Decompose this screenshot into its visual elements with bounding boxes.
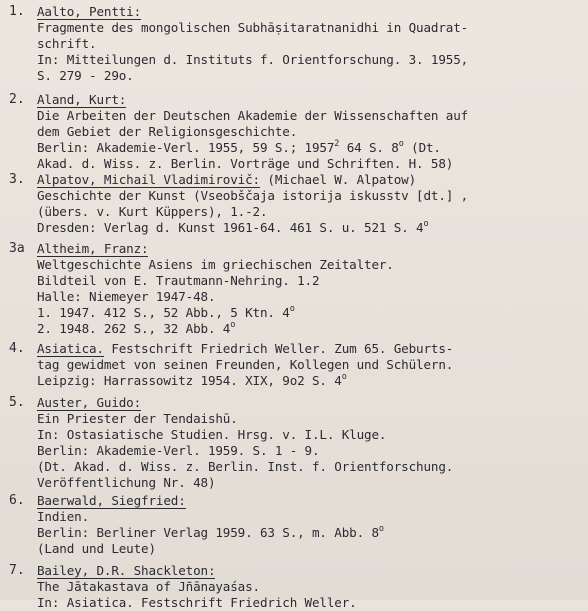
entry-line: Fragmente des mongolischen Subhāṣitaratnanidhi in Quadrat- [37, 20, 469, 35]
entry-heading: Altheim, Franz: [37, 241, 149, 256]
entry-line: Die Arbeiten der Deutschen Akademie der Wissenschaften auf [37, 108, 469, 123]
entry-line: In: Ostasiatische Studien. Hrsg. v. I.L. Kluge. [37, 427, 387, 442]
entry-number: 5. [9, 395, 25, 410]
entry-line-with-superscript: Berlin: Akademie-Verl. 1955, 59 S.; 1957$^2$ 64 S. 8$^o$ (Dt. [37, 139, 441, 155]
entry-number: 2. [9, 92, 25, 107]
entry-heading-suffix: (Michael W. Alpatow) [259, 172, 417, 187]
entry-line: (übers. v. Kurt Küppers), 1.-2. [37, 204, 268, 219]
entry-number: 4. [9, 341, 25, 356]
entry-number: 7. [9, 563, 25, 578]
entry-heading: Aalto, Pentti: [37, 4, 142, 19]
entry-heading: Bailey, D.R. Shackleton: [37, 563, 216, 578]
entry-line: The Jātakastava of Jñānayaśas. [37, 579, 260, 594]
entry-line: Akad. d. Wiss. z. Berlin. Vorträge und Schriften. H. 58) [37, 156, 454, 171]
entry-heading: Auster, Guido: [37, 395, 142, 410]
entry-heading-suffix: Festschrift Friedrich Weller. Zum 65. Geburts- [103, 341, 454, 356]
entry-line: S. 279 - 29o. [37, 68, 134, 83]
entry-line: (Dt. Akad. d. Wiss. z. Berlin. Inst. f. Orientforschung. [37, 459, 454, 474]
entry-line: Berlin: Akademie-Verl. 1959. S. 1 - 9. [37, 443, 320, 458]
entry-line-with-superscript: 2. 1948. 262 S., 32 Abb. 4$^o$ [37, 320, 236, 336]
entry-line: Halle: Niemeyer 1947-48. [37, 289, 216, 304]
entry-heading: Alpatov, Michail Vladimirovič: [37, 172, 260, 187]
entry-heading: Aland, Kurt: [37, 92, 127, 107]
entry-line-with-superscript: Dresden: Verlag d. Kunst 1961-64. 461 S. u. 521 S. 4$^o$ [37, 219, 429, 235]
entry-line: Geschichte der Kunst (Vseobščaja istorija iskusstv [dt.] , [37, 188, 469, 203]
entry-line-with-superscript: 1. 1947. 412 S., 52 Abb., 5 Ktn. 4$^o$ [37, 304, 295, 320]
entry-line-with-superscript: Berlin: Berliner Verlag 1959. 63 S., m. Abb. 8$^o$ [37, 524, 384, 540]
entry-line: In: Mitteilungen d. Instituts f. Orientforschung. 3. 1955, [37, 52, 469, 67]
entry-number: 1. [9, 4, 25, 19]
entry-line: Indien. [37, 509, 90, 524]
entry-line: Weltgeschichte Asiens im griechischen Zeitalter. [37, 257, 394, 272]
entry-line-with-superscript: Leipzig: Harrassowitz 1954. XIX, 9o2 S. 4$^o$ [37, 372, 347, 388]
entry-number: 6. [9, 493, 25, 508]
entry-number: 3a [9, 241, 25, 256]
entry-line: dem Gebiet der Religionsgeschichte. [37, 124, 298, 139]
entry-line: schrift. [37, 36, 97, 51]
entry-number: 3. [9, 172, 25, 187]
entry-heading: Asiatica. [37, 341, 104, 356]
entry-line: Ein Priester der Tendaishū. [37, 411, 238, 426]
entry-line: Veröffentlichung Nr. 48) [37, 475, 216, 490]
entry-line: tag gewidmet von seinen Freunden, Kollegen und Schülern. [37, 357, 454, 372]
entry-line: In: Asiatica. Festschrift Friedrich Weller. [37, 595, 357, 610]
entry-heading: Baerwald, Siegfried: [37, 493, 186, 508]
entry-line: Bildteil von E. Trautmann-Nehring. 1.2 [37, 273, 320, 288]
entry-line: (Land und Leute) [37, 541, 156, 556]
